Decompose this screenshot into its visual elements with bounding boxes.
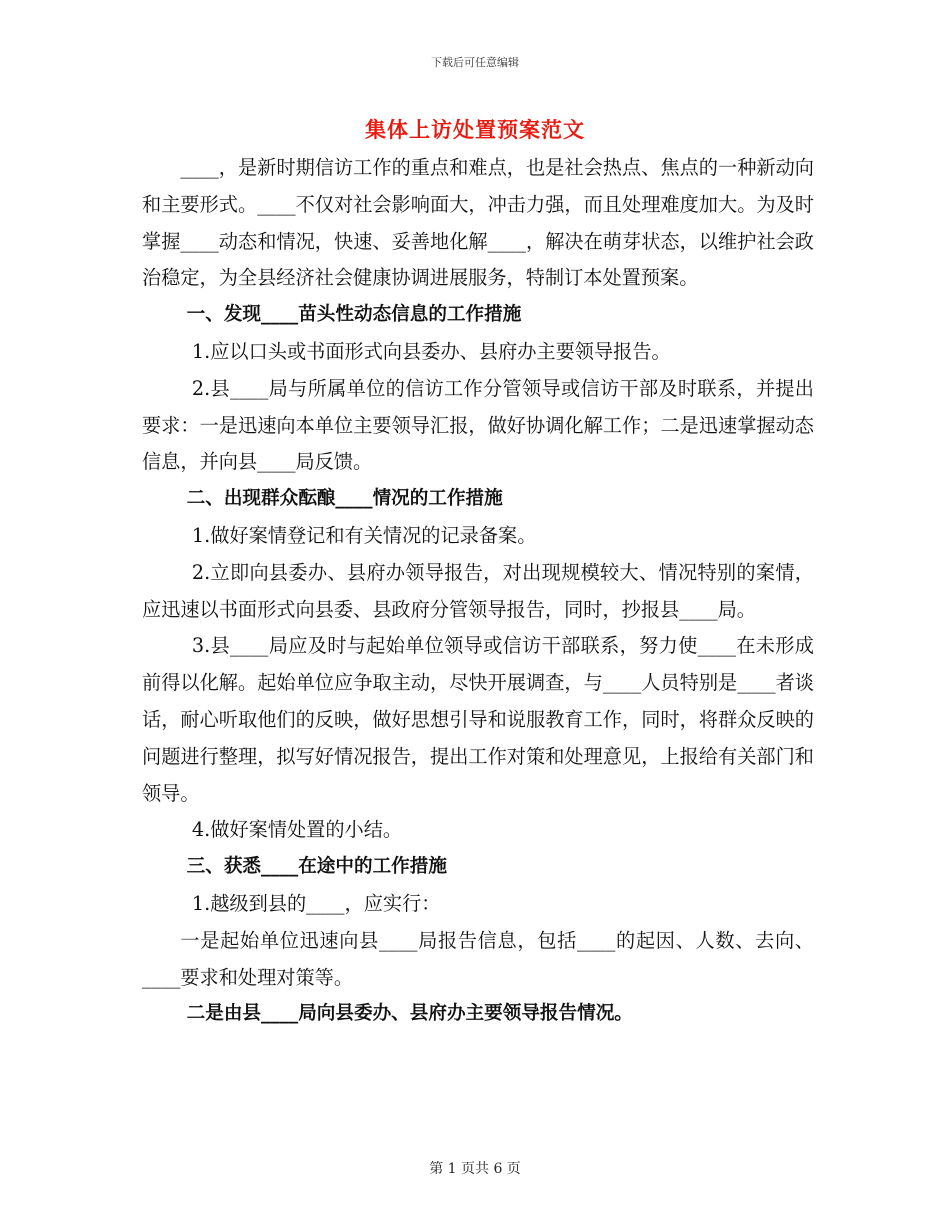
page-footer: 第 1 页共 6 页	[429, 1161, 521, 1177]
section-3-heading: 三、获悉____在途中的工作措施	[186, 856, 447, 878]
section-3-item-1-a: 一是起始单位迅速向县____局报告信息，包括____的起因、人数、去向、____要求和处理对策等。	[142, 928, 814, 989]
section-1-heading: 一、发现____苗头性动态信息的工作措施	[186, 304, 522, 326]
section-2-heading: 二、出现群众酝酿____情况的工作措施	[186, 488, 503, 510]
section-1-item-2: 2.县____局与所属单位的信访工作分管领导或信访干部及时联系，并提出要求：一是迅速向本单位主要领导汇报，做好协调化解工作；二是迅速掌握动态信息，并向县____局反馈。	[142, 376, 814, 474]
section-1-item-1: 1.应以口头或书面形式向县委办、县府办主要领导报告。	[191, 339, 671, 363]
section-2-item-2: 2.立即向县委办、县府办领导报告，对出现规模较大、情况特别的案情，应迅速以书面形式向县委、县政府分管领导报告，同时，抄报县____局。	[142, 560, 814, 621]
section-2-item-4: 4.做好案情处置的小结。	[191, 818, 403, 842]
section-2-item-3: 3.县____局应及时与起始单位领导或信访干部联系，努力使____在未形成前得以化解。起始单位应争取主动，尽快开展调查，与____人员特别是____者谈话，耐心听取他们的反映，做好思想引导和说服教育工作，同时，将群众反映的问题进行整理，拟写好情况报告，提出工作对策和处理意见，上报给有关部门和领导。	[142, 634, 814, 805]
intro-paragraph: ____，是新时期信访工作的重点和难点，也是社会热点、焦点的一种新动向和主要形式。____不仅对社会影响面大，冲击力强，而且处理难度加大。为及时掌握____动态和情况，快速、妥善地化解____，解决在萌芽状态，以维护社会政治稳定，为全县经济社会健康协调进展服务，特制订本处置预案。	[142, 156, 814, 290]
document-body	[142, 150, 814, 1033]
section-3-item-1-b: 二是由县____局向县委办、县府办主要领导报告情况。	[186, 1003, 633, 1025]
document-title: 集体上访处置预案范文	[365, 118, 585, 142]
section-3-item-1: 1.越级到县的____，应实行：	[191, 891, 441, 915]
page-header-note: 下载后可任意编辑	[431, 56, 519, 69]
section-2-item-1: 1.做好案情登记和有关情况的记录备案。	[191, 523, 537, 547]
